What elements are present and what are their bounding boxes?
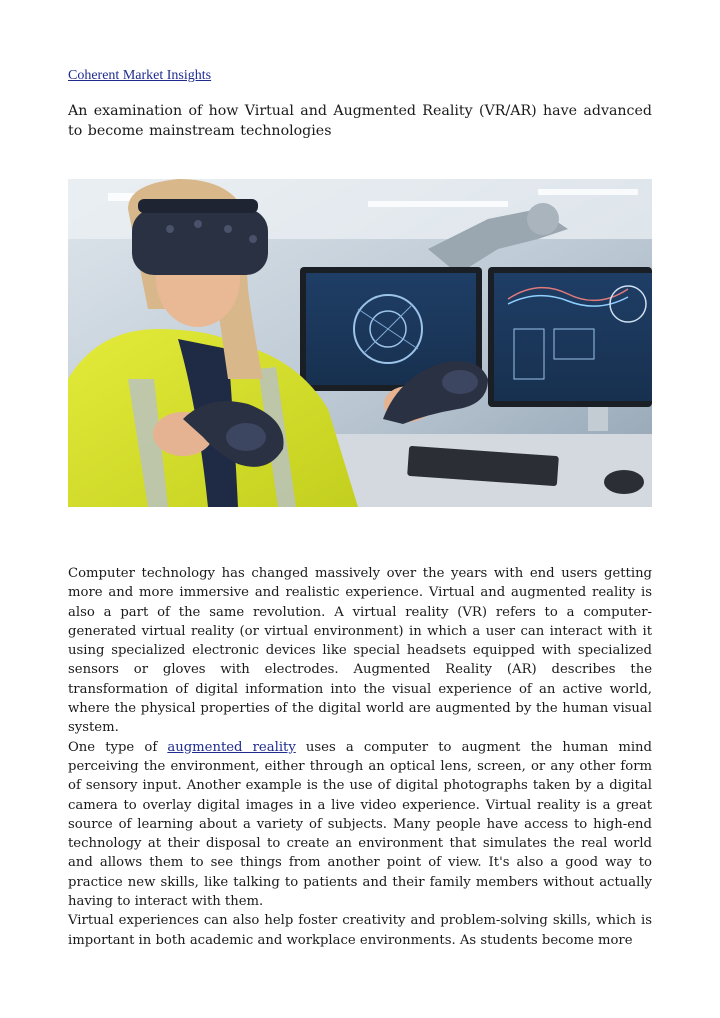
article-title: An examination of how Virtual and Augmented Reality (VR/AR) have advanced to become mainstream technologies <box>68 103 652 139</box>
article-body <box>68 564 652 950</box>
augmented-reality-link[interactable]: augmented reality <box>167 739 296 755</box>
paragraph-2-lead: One type of <box>68 739 168 755</box>
paragraph-1: Computer technology has changed massively over the years with end users getting more and more immersive and realistic experience. Virtual and augmented reality is also a part of the same revolution. A virtual reality (VR) refers to a computer-generated virtual reality (or virtual environment) in which a user can interact with it using specialized electronic devices like special headsets equipped with specialized sensors or gloves with electrodes. Augmented Reality (AR) describes the transformation of digital information into the visual experience of an active world, where the physical properties of the digital world are augmented by the human visual system. <box>68 566 652 736</box>
paragraph-3: Virtual experiences can also help foster creativity and problem-solving skills, which is important in both academic and workplace environments. As students become more <box>68 913 652 948</box>
article-image <box>68 179 652 507</box>
source-link[interactable]: Coherent Market Insights <box>68 68 212 83</box>
paragraph-2 <box>68 738 652 912</box>
vr-headset-photo <box>68 179 652 507</box>
paragraph-2-rest: uses a computer to augment the human mind perceiving the environment, either through an optical lens, screen, or any other form of sensory input. Another example is the use of digital photographs taken by a digital camera to overlay digital images in a live video experience. Virtual reality is a great source of learning about a variety of subjects. Many people have access to high-end technology at their disposal to create an environment that simulates the real world and allows them to see things from another point of view. It's also a good way to practice new skills, like talking to patients and their family members without actually having to interact with them. <box>68 739 652 910</box>
